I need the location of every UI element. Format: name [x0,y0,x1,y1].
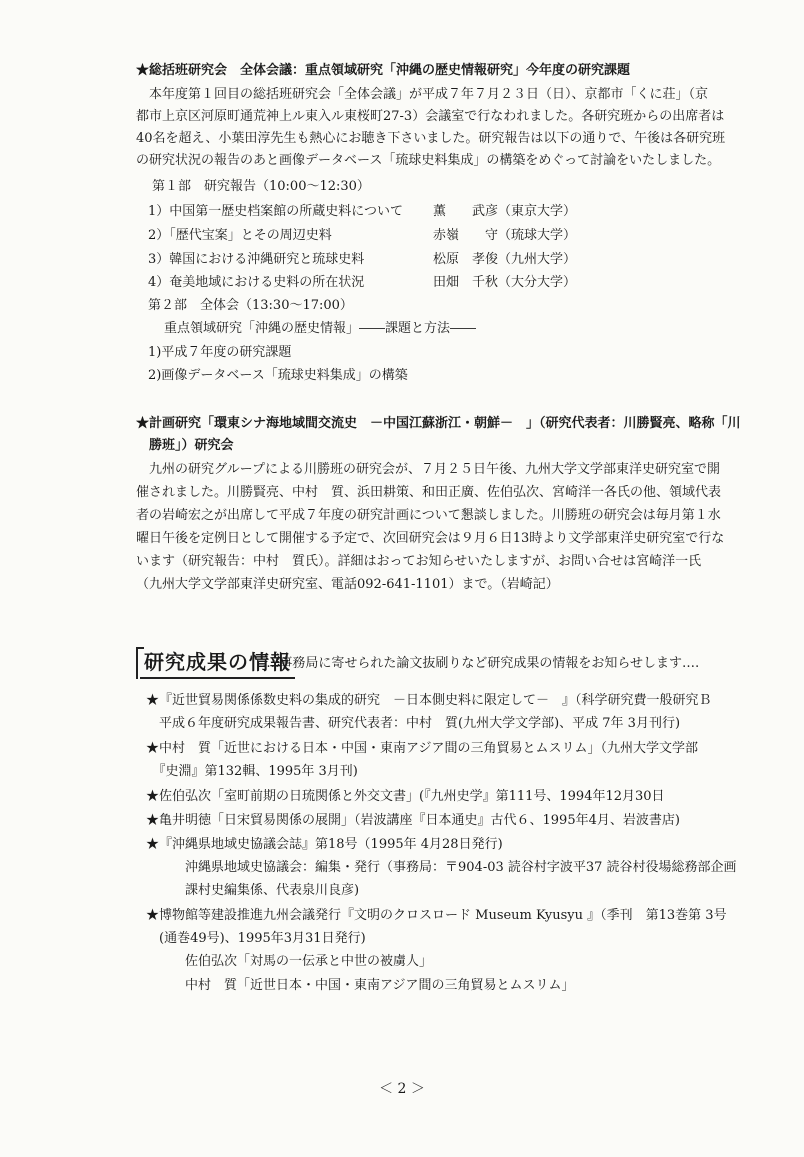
section-title: 研究成果の情報 [140,647,295,679]
part1-heading: 第１部 研究報告（10:00～12:30） [152,179,370,194]
result-line: ★『近世貿易関係係数史料の集成的研究 －日本側史料に限定して－ 』（科学研究費一般研究Ｂ [146,693,712,708]
block2-body-line: （九州大学文学部東洋史研究室、電話092-641-1101）まで。（岩崎記） [136,577,559,592]
report-speaker: 田畑 千秋（大分大学） [433,275,577,290]
block2-heading: 勝班」）研究会 [136,438,234,453]
report-title: 2）「歴代宝案」とその周辺史料 [148,228,332,243]
part2-theme: 重点領域研究「沖縄の歴史情報」――課題と方法―― [164,321,477,336]
block2-heading: ★計画研究「環東シナ海地域間交流史 －中国江蘇浙江・朝鮮－ 」（研究代表者：川勝賢亮、略称「川 [136,416,741,431]
result-line: (通巻49号)、1995年3月31日発行) [146,931,366,946]
block1-body-line: の研究状況の報告のあと画像データベース「琉球史料集成」の構築をめぐって討論をいたしました。 [136,153,721,168]
result-line: ★佐伯弘次「室町前期の日琉関係と外交文書」(『九州史学』第111号、1994年12月30日 [146,789,665,804]
result-line: 課村史編集係、代表泉川良彦) [146,883,360,898]
block2-body-line: います（研究報告：中村 質氏）。詳細はおってお知らせいたしますが、お問い合せは宮崎洋一氏 [136,554,702,569]
block1-body-line: 本年度第１回目の総括班研究会「全体会議」が平成７年７月２３日（日）、京都市「くに荘」（京 [136,87,709,102]
block2-body-line: 九州の研究グループによる川勝班の研究会が、７月２５日午後、九州大学文学部東洋史研究室で開 [136,462,720,477]
block1-heading: ★総括班研究会 全体会議：重点領域研究「沖縄の歴史情報研究」今年度の研究課題 [136,63,631,78]
report-speaker: 薫 武彦（東京大学） [433,204,577,219]
result-line: ★博物館等建設推進九州会議発行『文明のクロスロード Museum Kyusyu 』（季刊 第13巻第 3号 [146,908,727,923]
report-title: 1）中国第一歴史档案館の所蔵史料について [148,204,404,219]
result-line: 沖縄県地域史協議会：編集・発行（事務局：〒904-03 読谷村字波平37 読谷村役場総務部企画 [146,860,737,875]
section-description: ‥‥事務局に寄せられた論文抜刷りなど研究成果の情報をお知らせします‥‥ [262,656,700,671]
report-speaker: 赤嶺 守（琉球大学） [433,228,577,243]
report-title: 4）奄美地域における史料の所在状況 [148,275,365,290]
part2-item: 2)画像データベース「琉球史料集成」の構築 [148,368,408,383]
result-line: ★『沖縄県地域史協議会誌』第18号（1995年 4月28日発行) [146,837,503,852]
report-speaker: 松原 孝俊（九州大学） [433,252,577,267]
block2-body-line: 者の岩崎宏之が出席して平成７年度の研究計画について懇談しました。川勝班の研究会は毎月第１水 [136,508,721,523]
part2-heading: 第２部 全体会（13:30～17:00） [148,298,353,313]
result-line: ★亀井明徳「日宋貿易関係の展開」（岩波講座『日本通史』古代６、1995年4月、岩波書店) [146,813,680,828]
result-line: 佐伯弘次「対馬の一伝承と中世の被虜人」 [146,954,433,969]
result-line: ★中村 質「近世における日本・中国・東南アジア間の三角貿易とムスリム」（九州大学文学部 [146,741,698,756]
block2-body-line: 催されました。川勝賢亮、中村 質、浜田耕策、和田正廣、佐伯弘次、宮崎洋一各氏の他、領域代表 [136,485,722,500]
result-line: 中村 質「近世日本・中国・東南アジア間の三角貿易とムスリム」 [146,978,575,993]
block2-body-line: 曜日午後を定例日として開催する予定で、次回研究会は９月６日13時より文学部東洋史研究室で行な [136,531,725,546]
result-line: 平成６年度研究成果報告書、研究代表者：中村 質(九州大学文学部)、平成 7年 3月刊行) [146,716,681,731]
block1-body-line: 40名を超え、小葉田淳先生も熱心にお聴き下さいました。研究報告は以下の通りで、午後は各研究班 [136,131,726,146]
block1-body-line: 都市上京区河原町通荒神上ル東入ル東桜町27-3）会議室で行なわれました。各研究班からの出席者は [136,109,725,124]
result-line: 『史淵』第132輯、1995年 3月刊) [146,764,358,779]
page-number: ＜ 2 ＞ [379,1081,425,1097]
part2-item: 1)平成７年度の研究課題 [148,345,292,360]
report-title: 3）韓国における沖縄研究と琉球史料 [148,252,365,267]
